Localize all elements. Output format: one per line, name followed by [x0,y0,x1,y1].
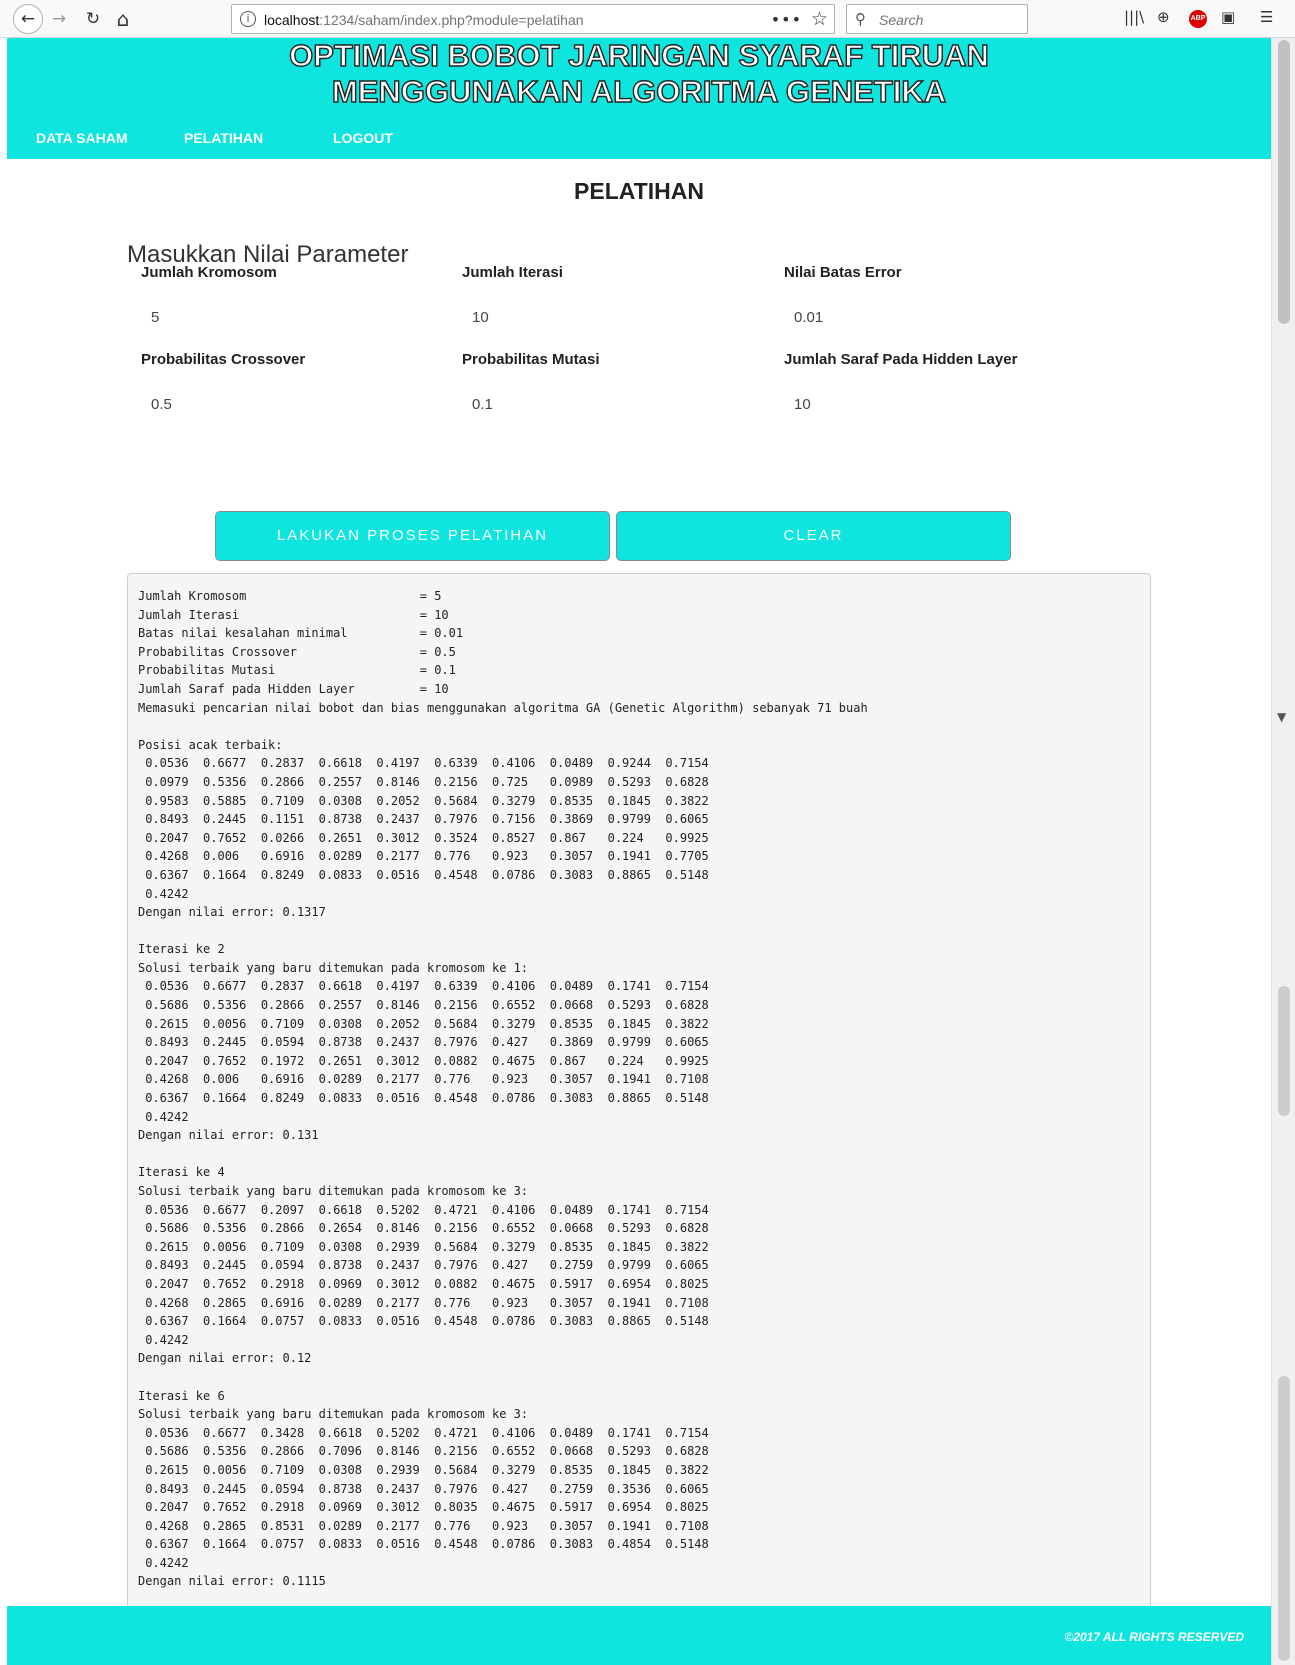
param-label-jumlah-kromosom: Jumlah Kromosom [141,264,277,281]
address-bar[interactable] [231,4,835,34]
param-label-jumlah-iterasi: Jumlah Iterasi [462,264,563,281]
probabilitas-mutasi-input[interactable] [462,387,762,421]
site-title-line-2: MENGGUNAKAN ALGORITMA GENETIKA [331,74,947,109]
param-section-heading: Masukkan Nilai Parameter [127,241,409,268]
page-actions-icon[interactable]: ••• [770,10,802,29]
nav-item-pelatihan[interactable]: PELATIHAN [184,130,264,146]
copyright-text: ©2017 ALL RIGHTS RESERVED [1064,1630,1244,1644]
param-label-jumlah-saraf-hidden-layer: Jumlah Saraf Pada Hidden Layer [784,351,1018,368]
browser-search-input[interactable] [846,4,1028,34]
reload-icon[interactable]: ↻ [85,9,101,29]
url-path: :1234/saham/index.php?module=pelatihan [319,12,584,28]
site-footer [7,1606,1271,1665]
scrollbar-track-segment [1278,1376,1290,1661]
param-label-nilai-batas-error: Nilai Batas Error [784,264,902,281]
jumlah-saraf-hidden-layer-input[interactable] [784,387,1084,421]
training-output-panel[interactable] [127,573,1151,1615]
nav-item-data-saham[interactable]: DATA SAHAM [36,130,128,146]
bookmark-star-icon[interactable]: ☆ [810,8,828,30]
nilai-batas-error-input[interactable] [784,300,1084,334]
search-placeholder: Search [879,12,924,28]
scrollbar-thumb[interactable] [1278,40,1290,324]
site-title [7,38,1271,110]
page-title: PELATIHAN [574,178,704,204]
page-viewport [7,38,1271,1665]
site-title-line-1: OPTIMASI BOBOT JARINGAN SYARAF TIRUAN [289,38,989,73]
adblock-icon[interactable]: ABP [1189,10,1207,28]
param-label-probabilitas-mutasi: Probabilitas Mutasi [462,351,600,368]
chevron-down-icon[interactable]: ▼ [1277,710,1287,724]
back-icon[interactable]: ← [13,4,43,34]
forward-icon[interactable]: → [51,9,67,29]
url-text[interactable] [264,12,584,28]
page-scrollbar[interactable] [1271,38,1295,1665]
nav-item-logout[interactable]: LOGOUT [333,130,393,146]
browser-toolbar [0,0,1295,38]
home-icon[interactable]: ⌂ [116,7,130,31]
info-icon[interactable]: i [240,11,256,27]
training-output-text: Jumlah Kromosom = 5 Jumlah Iterasi = 10 Batas nilai kesalahan minimal = 0.01 Probabilitas Crossover = 0.5 Probabilitas Mutasi = 0.1 Jumlah Saraf pada Hidden Layer = 10 Memasuki pencarian nilai bobot dan bias menggunakan algoritma GA (Genetic Algorithm) sebanyak 71 buah Posisi acak terbaik: 0.0536 0.6677 0.2837 0.6618 0.4197 0.6339 0.4106 0.0489 0.9244 0.7154 0.0979 0.5356 0.2866 0.2557 0.8146 0.2156 0.725 0.0989 0.5293 0.6828 0.9583 0.5885 0.7109 0.0308 0.2052 0.5684 0.3279 0.8535 0.1845 0.3822 0.8493 0.2445 0.1151 0.8738 0.2437 0.7976 0.7156 0.3869 0.9799 0.6065 0.2047 0.7652 0.0266 0.2651 0.3012 0.3524 0.8527 0.867 0.224 0.9925 0.4268 0.006 0.6916 0.0289 0.2177 0.776 0.923 0.3057 0.1941 0.7705 0.6367 0.1664 0.8249 0.0833 0.0516 0.4548 0.0786 0.3083 0.8865 0.5148 0.4242 Dengan nilai error: 0.1317 Iterasi ke 2 Solusi terbaik yang baru ditemukan pada kromosom ke 1: 0.0536 0.6677 0.2837 0.6618 0.4197 0.6339 0.4106 0.0489 0.1741 0.7154 0.5686 0.5356 0.2866 0.2557 0.8146 0.2156 0.6552 0.0668 0.5293 0.6828 0.2615 0.0056 0.7109 0.0308 0.2052 0.5684 0.3279 0.8535 0.1845 0.3822 0.8493 0.2445 0.0594 0.8738 0.2437 0.7976 0.427 0.3869 0.9799 0.6065 0.2047 0.7652 0.1972 0.2651 0.3012 0.0882 0.4675 0.867 0.224 0.9925 0.4268 0.006 0.6916 0.0289 0.2177 0.776 0.923 0.3057 0.1941 0.7108 0.6367 0.1664 0.8249 0.0833 0.0516 0.4548 0.0786 0.3083 0.8865 0.5148 0.4242 Dengan nilai error: 0.131 Iterasi ke 4 Solusi terbaik yang baru ditemukan pada kromosom ke 3: 0.0536 0.6677 0.2097 0.6618 0.5202 0.4721 0.4106 0.0489 0.1741 0.7154 0.5686 0.5356 0.2866 0.2654 0.8146 0.2156 0.6552 0.0668 0.5293 0.6828 0.2615 0.0056 0.7109 0.0308 0.2939 0.5684 0.3279 0.8535 0.1845 0.3822 0.8493 0.2445 0.0594 0.8738 0.2437 0.7976 0.427 0.2759 0.9799 0.6065 0.2047 0.7652 0.2918 0.0969 0.3012 0.0882 0.4675 0.5917 0.6954 0.8025 0.4268 0.2865 0.6916 0.0289 0.2177 0.776 0.923 0.3057 0.1941 0.7108 0.6367 0.1664 0.0757 0.0833 0.0516 0.4548 0.0786 0.3083 0.8865 0.5148 0.4242 Dengan nilai error: 0.12 Iterasi ke 6 Solusi terbaik yang baru ditemukan pada kromosom ke 3: 0.0536 0.6677 0.3428 0.6618 0.5202 0.4721 0.4106 0.0489 0.1741 0.7154 0.5686 0.5356 0.2866 0.7096 0.8146 0.2156 0.6552 0.0668 0.5293 0.6828 0.2615 0.0056 0.7109 0.0308 0.2939 0.5684 0.3279 0.8535 0.1845 0.3822 0.8493 0.2445 0.0594 0.8738 0.2437 0.7976 0.427 0.2759 0.3536 0.6065 0.2047 0.7652 0.2918 0.0969 0.3012 0.8035 0.4675 0.5917 0.6954 0.8025 0.4268 0.2865 0.8531 0.0289 0.2177 0.776 0.923 0.3057 0.1941 0.7108 0.6367 0.1664 0.0757 0.0833 0.0516 0.4548 0.0786 0.3083 0.4854 0.5148 0.4242 Dengan nilai error: 0.1115 [138,589,868,1589]
url-host: localhost [264,12,320,28]
train-button[interactable]: LAKUKAN PROSES PELATIHAN [215,511,610,561]
clear-button[interactable]: CLEAR [616,511,1011,561]
menu-icon[interactable]: ☰ [1260,8,1274,26]
probabilitas-crossover-input[interactable] [141,387,441,421]
sidebar-icon[interactable]: ▣ [1221,8,1236,26]
jumlah-kromosom-input[interactable] [141,300,441,334]
scrollbar-track-segment [1278,986,1290,1116]
site-header [7,38,1271,159]
search-icon: ⚲ [855,10,866,28]
extension-icon[interactable]: ⊕ [1157,8,1170,26]
jumlah-iterasi-input[interactable] [462,300,762,334]
param-label-probabilitas-crossover: Probabilitas Crossover [141,351,306,368]
library-icon[interactable]: |||\ [1124,8,1145,26]
